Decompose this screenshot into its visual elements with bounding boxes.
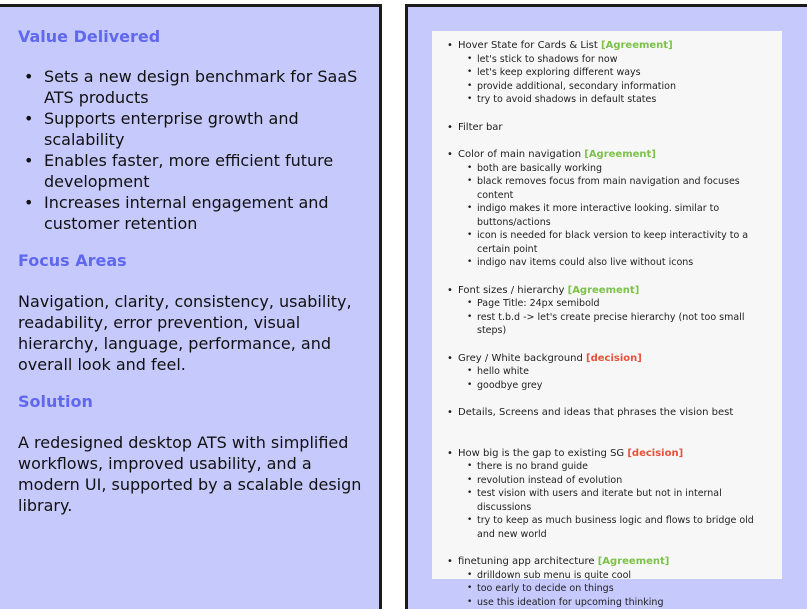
value-item: • Enables faster, more efficient future development — [44, 150, 370, 192]
note-sub-item: • test vision with users and iterate but not in internal discussions — [447, 487, 774, 514]
note-title: Filter bar — [458, 121, 503, 133]
note-sub-item: • let's keep exploring different ways — [447, 66, 774, 80]
note-background — [447, 352, 774, 393]
note-title: How big is the gap to existing SG — [458, 447, 625, 459]
agreement-tag: [Agreement] — [567, 284, 640, 296]
note-details — [447, 406, 774, 420]
note-hover-state — [447, 39, 774, 107]
note-sub-item: • indigo makes it more interactive looking. similar to buttons/actions — [447, 202, 774, 229]
note-sub-item: • indigo nav items could also live without icons — [447, 256, 774, 270]
value-item: • Supports enterprise growth and scalability — [44, 108, 370, 150]
agreement-tag: [Agreement] — [597, 556, 670, 567]
note-sub-item: • try to keep as much business logic and flows to bridge old and new world — [447, 514, 774, 541]
note-sub-item: • revolution instead of evolution — [447, 474, 774, 488]
note-sub-item: • rest t.b.d -> let's create precise hierarchy (not too small steps) — [447, 311, 774, 338]
note-sub-item: • there is no brand guide — [447, 460, 774, 474]
focus-areas-heading: Focus Areas — [18, 251, 127, 270]
note-nav-color — [447, 148, 774, 270]
note-sub-item: • let's stick to shadows for now — [447, 53, 774, 67]
note-sub-item: • use this ideation for upcoming thinking — [447, 596, 774, 609]
focus-areas-text: Navigation, clarity, consistency, usability, readability, error prevention, visual hierarchy, language, performance, and overall look and feel. — [18, 292, 352, 374]
note-sub-item: • provide additional, secondary information — [447, 80, 774, 94]
meeting-notes-card — [432, 31, 782, 608]
note-title: Details, Screens and ideas that phrases the vision best — [458, 407, 734, 418]
note-gap — [447, 447, 774, 542]
note-sub-item: • goodbye grey — [447, 379, 774, 393]
note-sub-item: • too early to decide on things — [447, 582, 774, 596]
note-app-architecture — [447, 555, 774, 609]
decision-tag: [decision] — [586, 352, 642, 364]
note-sub-item: • icon is needed for black version to keep interactivity to a certain point — [447, 229, 774, 256]
solution-heading: Solution — [18, 392, 93, 411]
value-item: • Increases internal engagement and customer retention — [44, 192, 370, 234]
note-title: Font sizes / hierarchy — [458, 284, 565, 296]
note-sub-item: • both are basically working — [447, 162, 774, 176]
solution-text: A redesigned desktop ATS with simplified workflows, improved usability, and a modern UI, supported by a scalable design library. — [18, 433, 362, 515]
note-font-sizes — [447, 284, 774, 338]
note-title: Hover State for Cards & List — [458, 40, 598, 51]
value-item: • Sets a new design benchmark for SaaS ATS products — [44, 66, 370, 108]
note-sub-item: • drilldown sub menu is quite cool — [447, 569, 774, 583]
decision-tag: [decision] — [627, 447, 684, 459]
note-sub-item: • try to avoid shadows in default states — [447, 93, 774, 107]
summary-content — [18, 27, 370, 516]
note-sub-item: • Page Title: 24px semibold — [447, 297, 774, 311]
notes-panel — [405, 4, 807, 609]
value-delivered-list — [18, 66, 370, 234]
agreement-tag: [Agreement] — [601, 40, 673, 51]
summary-panel — [0, 4, 382, 609]
agreement-tag: [Agreement] — [584, 149, 656, 160]
note-sub-item: • black removes focus from main navigation and focuses content — [447, 175, 774, 202]
note-filter-bar — [447, 121, 774, 135]
note-sub-item: • hello white — [447, 365, 774, 379]
value-delivered-heading: Value Delivered — [18, 27, 161, 46]
note-title: Grey / White background — [458, 352, 583, 364]
note-title: finetuning app architecture — [458, 556, 595, 567]
note-title: Color of main navigation — [458, 149, 582, 160]
